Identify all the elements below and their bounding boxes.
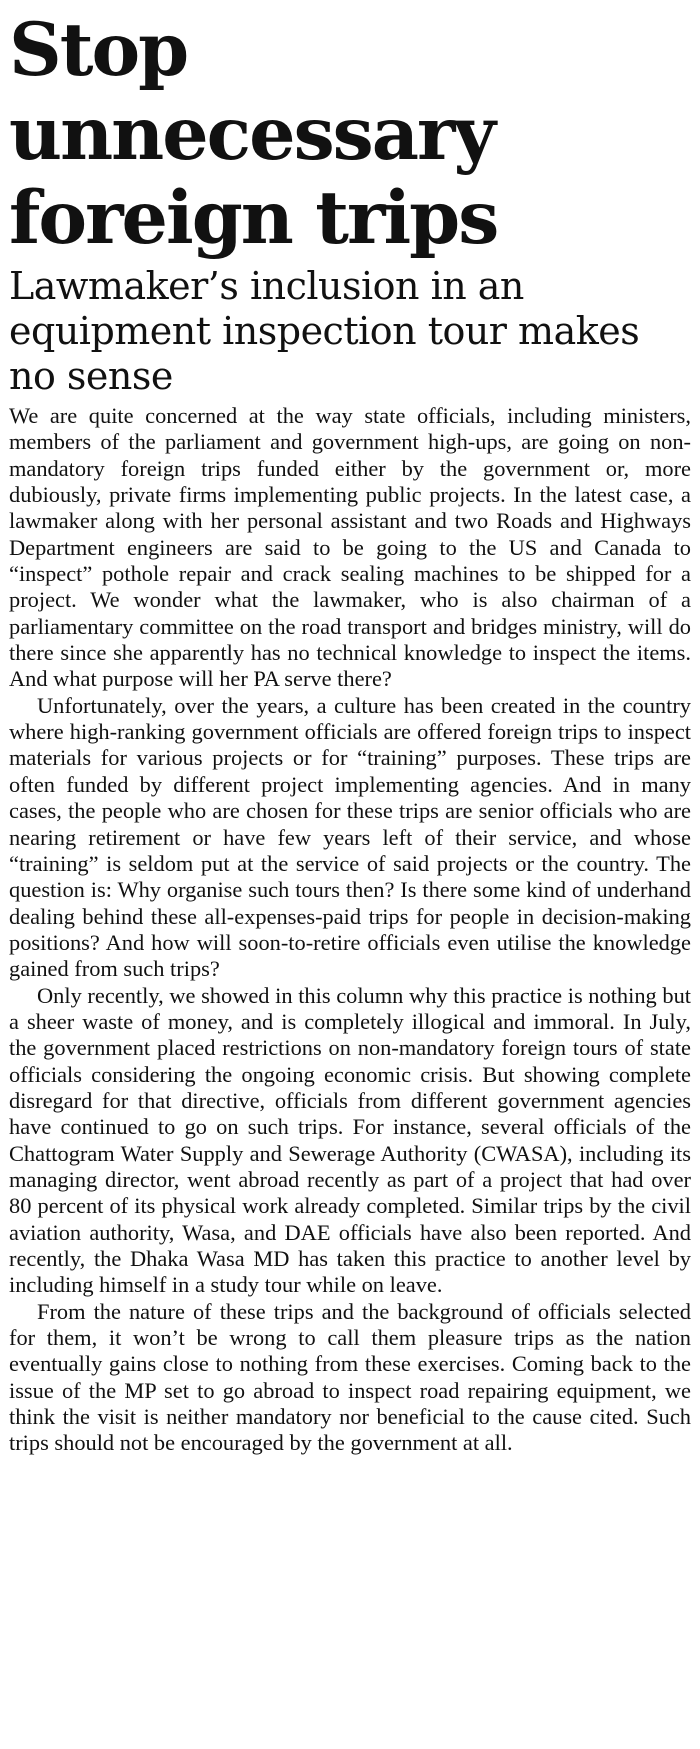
paragraph-1: We are quite concerned at the way state officials, including ministers, members of the parliament and government high-ups, are going on non-mandatory foreign trips funded either by the government or, more dubiously, private firms implementing public projects. In the latest case, a lawmaker along with her personal assistant and two Roads and Highways Department engineers are said to be going to the US and Canada to “inspect” pothole repair and crack sealing machines to be shipped for a project. We wonder what the lawmaker, who is also chairman of a parliamentary committee on the road transport and bridges ministry, will do there since she apparently has no technical knowledge to inspect the items. And what purpose will her PA serve there? xyxy=(9,403,691,692)
paragraph-2: Unfortunately, over the years, a culture has been created in the country where high-ranking government officials are offered foreign trips to inspect materials for various projects or for “training” purposes. These trips are often funded by different project implementing agencies. And in many cases, the people who are chosen for these trips are senior officials who are nearing retirement or have few years left of their service, and whose “training” is seldom put at the service of said projects or the country. The question is: Why organise such tours then? Is there some kind of underhand dealing behind these all-expenses-paid trips for people in decision-making positions? And how will soon-to-retire officials even utilise the knowledge gained from such trips? xyxy=(9,692,691,982)
headline: Stop unnecessary foreign trips xyxy=(9,7,498,261)
subheadline: Lawmaker’s inclusion in an equipment inspection tour makes no sense xyxy=(9,264,640,398)
paragraph-4: From the nature of these trips and the background of officials selected for them, it won’t be wrong to call them pleasure trips as the nation eventually gains close to nothing from these exercises. Coming back to the issue of the MP set to go abroad to inspect road repairing equipment, we think the visit is neither mandatory nor beneficial to the cause cited. Such trips should not be encouraged by the government at all. xyxy=(9,1298,691,1456)
article-body xyxy=(9,403,691,1457)
paragraph-3: Only recently, we showed in this column why this practice is nothing but a sheer waste of money, and is completely illogical and immoral. In July, the government placed restrictions on non-mandatory foreign tours of state officials considering the ongoing economic crisis. But showing complete disregard for that directive, officials from different government agencies have continued to go on such trips. For instance, several officials of the Chattogram Water Supply and Sewerage Authority (CWASA), including its managing director, went abroad recently as part of a project that had over 80 percent of its physical work already completed. Similar trips by the civil aviation authority, Wasa, and DAE officials have also been reported. And recently, the Dhaka Wasa MD has taken this practice to another level by including himself in a study tour while on leave. xyxy=(9,982,691,1298)
